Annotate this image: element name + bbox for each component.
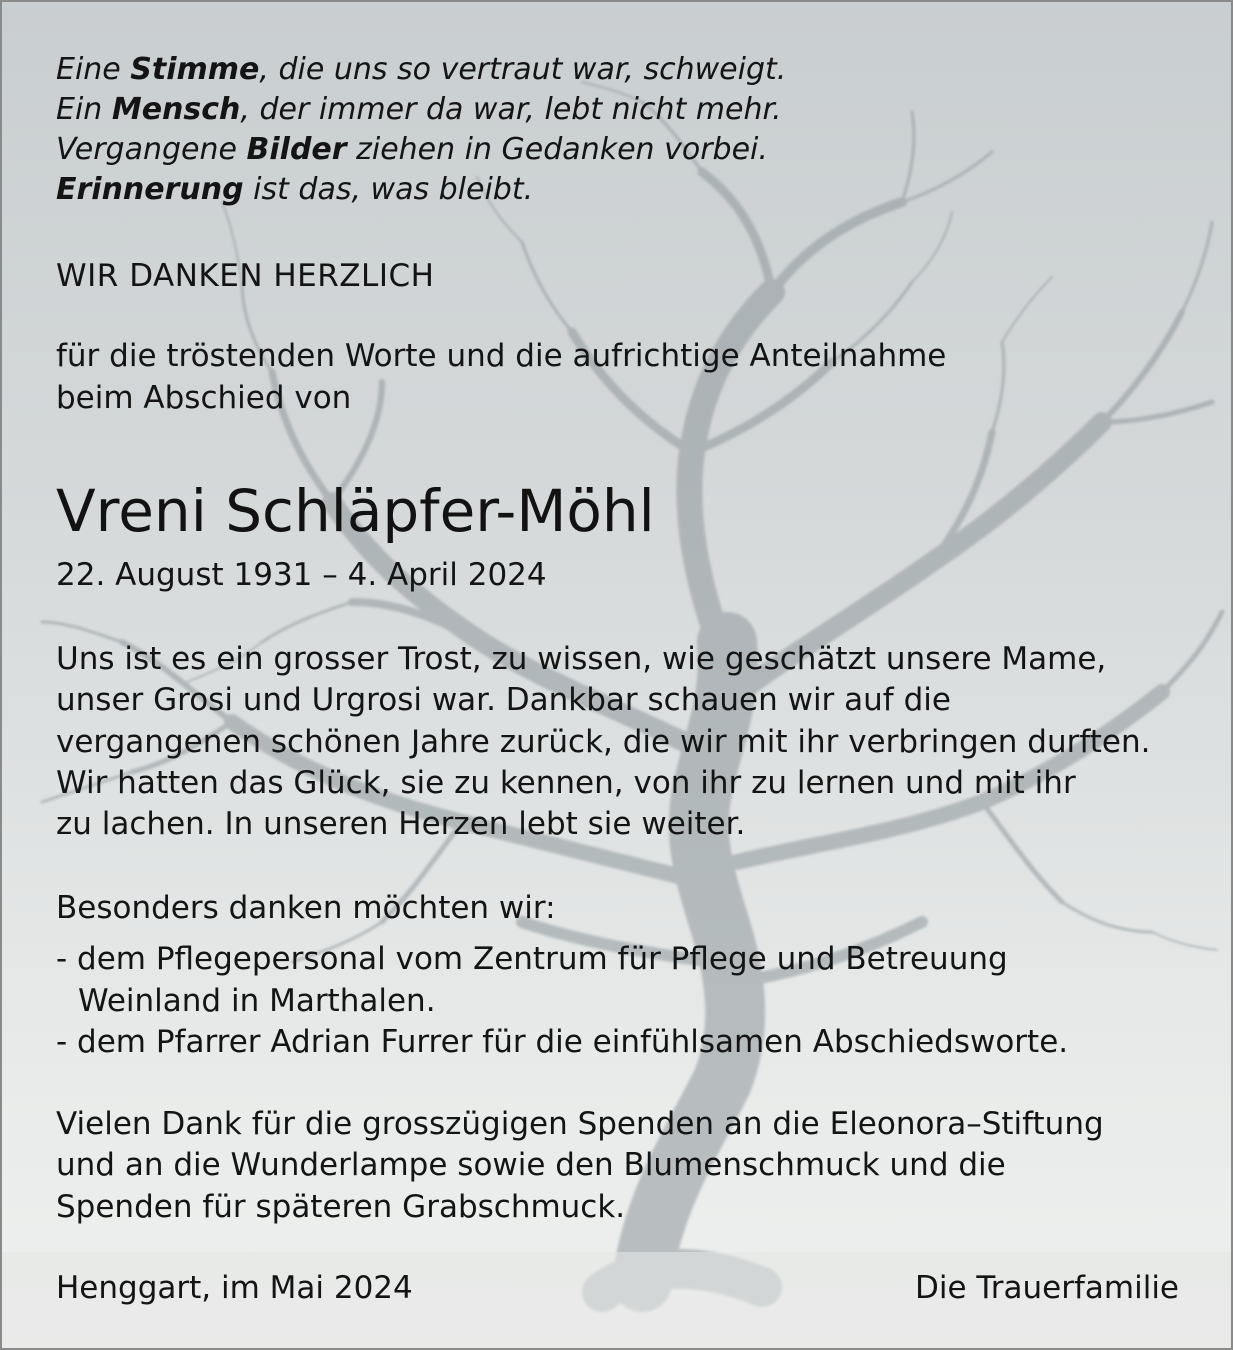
thanks-heading: WIR DANKEN HERZLICH bbox=[56, 258, 435, 294]
donations-line-3: Spenden für späteren Grabschmuck. bbox=[56, 1189, 626, 1225]
deceased-name: Vreni Schläpfer-Möhl bbox=[56, 477, 655, 545]
verse-line-3: Vergangene Bilder ziehen in Gedanken vorbei. bbox=[56, 132, 768, 167]
tribute-line-5: zu lachen. In unseren Herzen lebt sie weiter. bbox=[56, 806, 746, 842]
signature: Die Trauerfamilie bbox=[914, 1270, 1179, 1306]
verse-line-1: Eine Stimme, die uns so vertraut war, schweigt. bbox=[56, 52, 787, 87]
thanks-item-1: - dem Pflegepersonal vom Zentrum für Pflege und Betreuung bbox=[56, 941, 1008, 977]
place-date: Henggart, im Mai 2024 bbox=[56, 1270, 413, 1306]
tribute-line-1: Uns ist es ein grosser Trost, zu wissen, wie geschätzt unsere Mame, bbox=[56, 641, 1107, 677]
donations-line-1: Vielen Dank für die grosszügigen Spenden an die Eleonora–Stiftung bbox=[56, 1106, 1104, 1142]
deceased-dates: 22. August 1931 – 4. April 2024 bbox=[56, 557, 547, 593]
verse-line-4: Erinnerung ist das, was bleibt. bbox=[56, 172, 534, 207]
thanks-title: Besonders danken möchten wir: bbox=[56, 890, 556, 926]
intro-line-2: beim Abschied von bbox=[56, 380, 352, 416]
tribute-line-2: unser Grosi und Urgrosi war. Dankbar schauen wir auf die bbox=[56, 682, 951, 718]
verse-line-2: Ein Mensch, der immer da war, lebt nicht mehr. bbox=[56, 92, 782, 127]
intro-line-1: für die tröstenden Worte und die aufrichtige Anteilnahme bbox=[56, 338, 947, 374]
tribute-line-4: Wir hatten das Glück, sie zu kennen, von ihr zu lernen und mit ihr bbox=[56, 765, 1076, 801]
thanks-item-1-continued: Weinland in Marthalen. bbox=[78, 983, 436, 1019]
tribute-line-3: vergangenen schönen Jahre zurück, die wir mit ihr verbringen durften. bbox=[56, 724, 1151, 760]
donations-line-2: und an die Wunderlampe sowie den Blumenschmuck und die bbox=[56, 1147, 1006, 1183]
thanks-item-2: - dem Pfarrer Adrian Furrer für die einfühlsamen Abschiedsworte. bbox=[56, 1024, 1069, 1060]
